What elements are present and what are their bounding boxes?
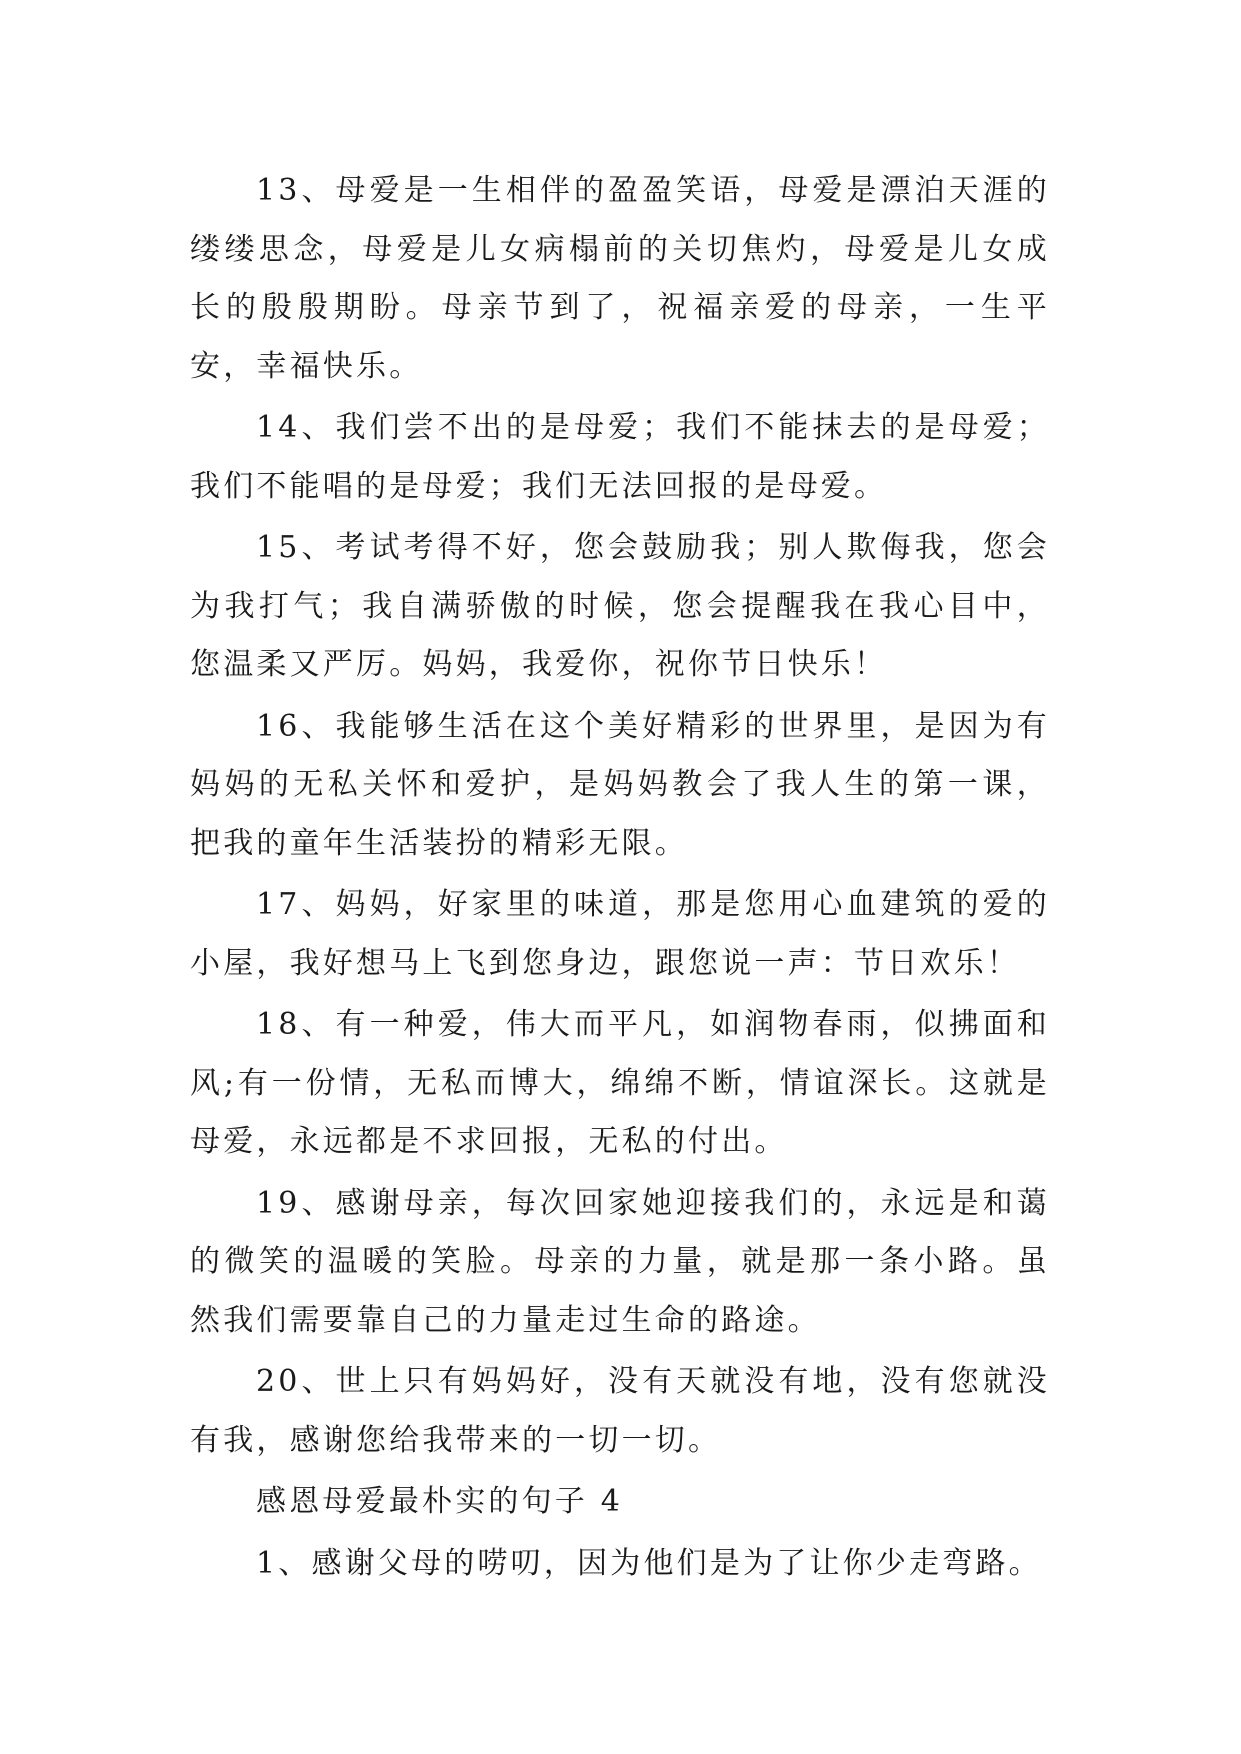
paragraph-1: 1、感谢父母的唠叨，因为他们是为了让你少走弯路。 bbox=[256, 1545, 1042, 1581]
paragraph-13: 13、母爱是一生相伴的盈盈笑语，母爱是漂泊天涯的缕缕思念，母爱是儿女病榻前的关切焦灼，母爱是儿女成长的殷殷期盼。母亲节到了，祝福亲爱的母亲，一生平安，幸福快乐。 bbox=[190, 173, 1050, 384]
paragraph-18: 18、有一种爱，伟大而平凡，如润物春雨，似拂面和风;有一份情，无私而博大，绵绵不断，情谊深长。这就是母爱，永远都是不求回报，无私的付出。 bbox=[190, 1007, 1050, 1159]
section-heading: 感恩母爱最朴实的句子 4 bbox=[256, 1484, 624, 1519]
paragraph-20: 20、世上只有妈妈好，没有天就没有地，没有您就没有我，感谢您给我带来的一切一切。 bbox=[190, 1364, 1050, 1458]
paragraph-17: 17、妈妈，好家里的味道，那是您用心血建筑的爱的小屋，我好想马上飞到您身边，跟您说一声：节日欢乐！ bbox=[190, 887, 1050, 981]
paragraph-16: 16、我能够生活在这个美好精彩的世界里，是因为有妈妈的无私关怀和爱护，是妈妈教会了我人生的第一课，把我的童年生活装扮的精彩无限。 bbox=[190, 708, 1050, 861]
document-page bbox=[190, 162, 1050, 1596]
paragraph-19: 19、感谢母亲，每次回家她迎接我们的，永远是和蔼的微笑的温暖的笑脸。母亲的力量，就是那一条小路。虽然我们需要靠自己的力量走过生命的路途。 bbox=[190, 1185, 1050, 1338]
paragraph-14: 14、我们尝不出的是母爱；我们不能抹去的是母爱；我们不能唱的是母爱；我们无法回报的是母爱。 bbox=[190, 410, 1050, 504]
paragraph-15: 15、考试考得不好，您会鼓励我；别人欺侮我，您会为我打气；我自满骄傲的时候，您会提醒我在我心目中，您温柔又严厉。妈妈，我爱你，祝你节日快乐！ bbox=[190, 530, 1050, 682]
